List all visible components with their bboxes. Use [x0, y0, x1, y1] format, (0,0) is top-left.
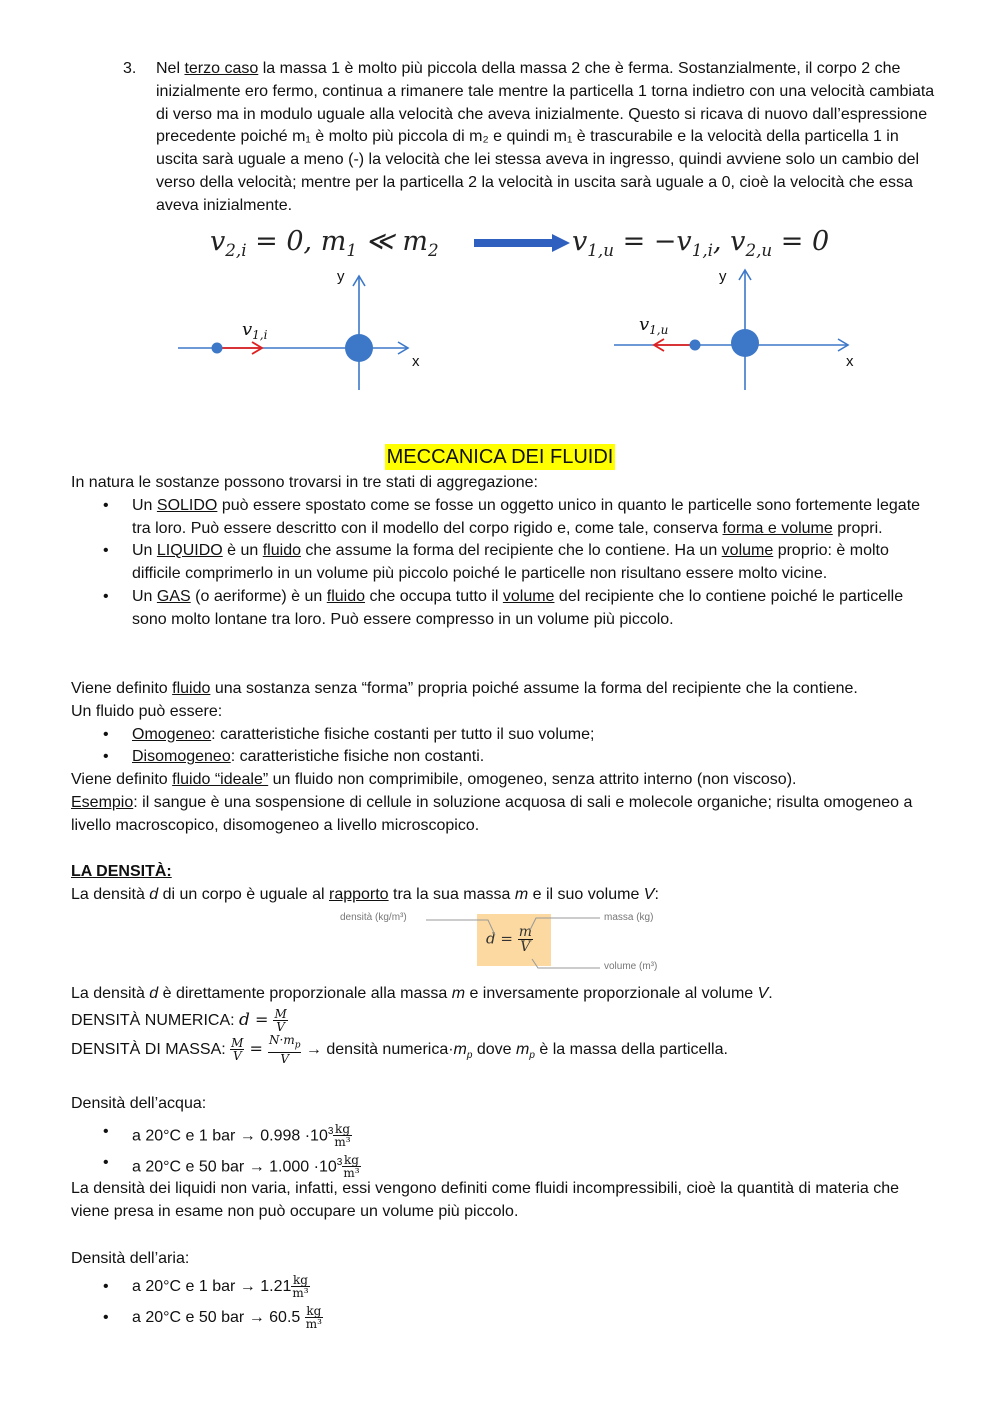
air-density-section	[71, 1248, 941, 1333]
mass-unit-label: massa (kg)	[604, 912, 654, 923]
fluid-can-be: Un fluido può essere:	[71, 702, 223, 720]
y-axis-label: y	[337, 268, 345, 285]
volume-unit-label: volume (m³)	[604, 961, 658, 972]
leader-lines	[340, 911, 680, 977]
particle-2	[345, 334, 373, 362]
water-density-section	[71, 1093, 941, 1223]
formula-condition: $v_{2,i} = 0$, $m_1$ ≪ $m_2$	[210, 226, 439, 260]
list-item: • a 20°C e 50 bar → $1.000 \cdot 10^3$ $\frac{kg}{\text{m³}}$	[71, 1147, 941, 1178]
states-section	[71, 472, 941, 632]
fluid-definition: Viene definito fluido una sostanza senza “forma” propria poiché assume la forma del recipiente che la contiene.	[71, 680, 858, 697]
diagram-after-collision	[608, 262, 868, 392]
x-axis-label: x	[846, 353, 854, 370]
section-title: MECCANICA DEI FLUIDI	[386, 446, 614, 468]
density-heading: LA DENSITÀ:	[71, 863, 172, 880]
particle-1	[212, 343, 223, 354]
fluid-section	[71, 678, 941, 838]
list-item: • a 20°C e 1 bar → 1.21 $\frac{kg}{\text{m³}}$	[71, 1271, 941, 1302]
list-item: • Omogeneo: caratteristiche fisiche costanti per tutto il suo volume;	[71, 724, 941, 747]
x-axis-label: x	[412, 353, 420, 370]
liquid-density-note: La densità dei liquidi non varia, infatti, essi vengono definiti come fluidi incompressibili, cioè la quantità di materia che viene presa in esame non può occupare un volume più piccolo.	[71, 1179, 900, 1220]
proportional-text: La densità d è direttamente proporzionale alla massa m e inversamente proporzionale al volume V.	[71, 985, 773, 1002]
air-title: Densità dell’aria:	[71, 1250, 190, 1267]
list-item: • Un SOLIDO può essere spostato come se fosse un oggetto unico in quanto le particelle sono fortemente legate tra loro. Può essere descritto con il modello del corpo rigido e, come tale, conserva forma e volume propri.	[71, 495, 941, 541]
states-list	[71, 495, 941, 632]
list-item: • Disomogeneo: caratteristiche fisiche non costanti.	[71, 746, 941, 769]
numeric-density: DENSITÀ NUMERICA: d = $\frac{M}{V}$	[71, 1007, 287, 1035]
formula-result: $v_{1,u} = -v_{1,i}$, $v_{2,u} = 0$	[572, 226, 830, 260]
list-item: • Un LIQUIDO è un fluido che assume la forma del recipiente che lo contiene. Ha un volume proprio: è molto difficile comprimerlo in un volume più piccolo poiché le particelle non risultano essere molto vicine.	[71, 540, 941, 586]
water-title: Densità dell’acqua:	[71, 1095, 207, 1112]
velocity-label: $v_{1,i}$	[242, 319, 268, 342]
density-unit-label: densità (kg/m³)	[340, 912, 407, 923]
diagram-before-collision	[170, 262, 430, 392]
mass-density: DENSITÀ DI MASSA: $\frac{M}{V}$ = $\frac{N\cdot m_p}{V}$ → densità $numerica\cdot m_p$ dove $m_p$ è la massa della particella.	[71, 1033, 728, 1066]
density-formulas	[71, 983, 941, 1064]
underlined-term: terzo caso	[184, 60, 259, 77]
list-item: • a 20°C e 50 bar → 60.5 $\frac{kg}{\text{m³}}$	[71, 1302, 941, 1333]
item-3-text: Nel terzo caso la massa 1 è molto più piccola della massa 2 che è ferma. Sostanzialmente, il corpo 2 che inizialmente ero fermo, continua a rimanere tale mentre la particella 1 torna indietro con una velocità cambiata di verso ma in modulo uguale alla velocità che aveva inizialmente. Questo si ricava di nuovo dall’espressione precedente poiché m₁ è molto più piccola di m₂ e quindi m₁ è trascurabile e la velocità della particella 1 in uscita sarà uguale a meno (-) la velocità che lei stessa aveva in ingresso, quindi avviene solo un cambio del verso della velocità; mentre per la particella 2 la velocità in uscita sarà uguale a 0, cioè la velocità che essa aveva inizialmente.	[156, 60, 935, 214]
ideal-fluid-definition: Viene definito fluido “ideale” un fluido non comprimibile, omogeneo, senza attrito interno (non viscoso).	[71, 771, 797, 789]
density-formula: d = $\frac{m}{V}$	[486, 924, 532, 955]
intro-text: In natura le sostanze possono trovarsi in tre stati di aggregazione:	[71, 474, 538, 491]
list-item: • Un GAS (o aeriforme) è un fluido che occupa tutto il volume del recipiente che lo contiene poiché le particelle sono molto lontane tra loro. Può essere compresso in un volume più piccolo.	[71, 586, 941, 632]
particle-1	[690, 340, 701, 351]
water-list	[71, 1116, 941, 1181]
fluid-types-list	[71, 724, 941, 770]
example-text: Esempio: il sangue è una sospensione di cellule in soluzione acquosa di sali e molecole organiche; risulta omogeneo a livello macroscopico, disomogeneo a livello microscopico.	[71, 793, 913, 834]
item-number: 3.	[123, 60, 137, 77]
density-definition: La densità d di un corpo è uguale al rapporto tra la sua massa m e il suo volume V:	[71, 885, 659, 903]
item-3	[71, 58, 941, 218]
particle-2	[731, 329, 759, 357]
implies-arrow-icon	[474, 234, 570, 252]
y-axis-label: y	[719, 268, 727, 285]
air-list	[71, 1271, 941, 1333]
collision-formula	[210, 226, 910, 266]
velocity-label: $v_{1,u}$	[639, 314, 669, 337]
density-section	[71, 861, 941, 907]
list-item: • a 20°C e 1 bar → $0.998 \cdot 10^3$ $\frac{kg}{\text{m³}}$	[71, 1116, 941, 1147]
density-formula-figure	[340, 911, 680, 977]
